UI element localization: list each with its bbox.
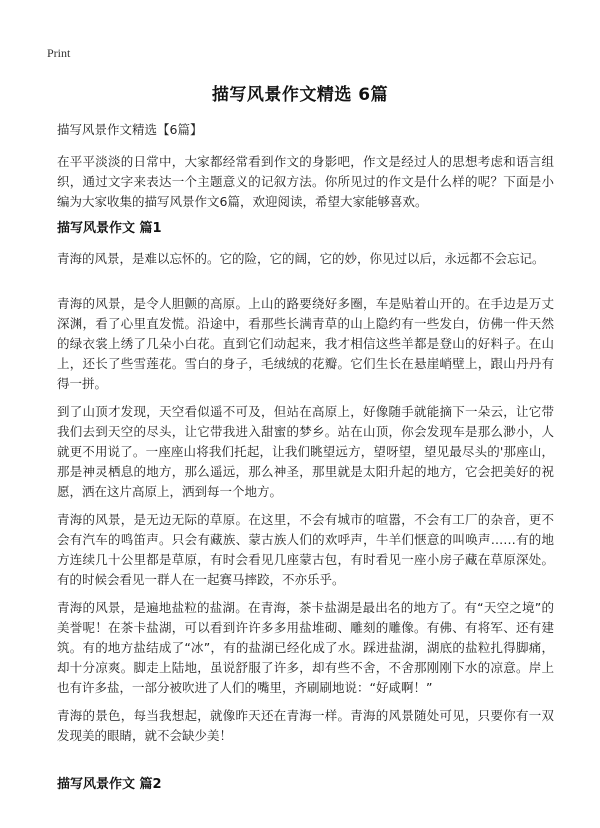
section1-paragraph-6: 青海的景色，每当我想起，就像昨天还在青海一样。青海的风景随处可见，只要你有一双发现美的眼睛，就不会缺少美！: [57, 708, 554, 743]
intro-paragraph: 在平平淡淡的日常中，大家都经常看到作文的身影吧，作文是经过人的思想考虑和语言组织，通过文字来表达一个主题意义的记叙方法。你所见过的作文是什么样的呢？下面是小编为大家收集的描写风景作文6篇，欢迎阅读，希望大家能够喜欢。: [57, 154, 554, 209]
page-title: 描写风景作文精选 6篇: [211, 85, 389, 105]
intro-line: 描写风景作文精选【6篇】: [57, 122, 203, 137]
section1-paragraph-1: 青海的风景，是难以忘怀的。它的险，它的阔，它的妙，你见过以后，永远都不会忘记。: [57, 251, 545, 266]
print-link[interactable]: Print: [47, 46, 71, 60]
section-heading-2: 描写风景作文 篇2: [57, 777, 162, 792]
section1-paragraph-2: 青海的风景，是令人胆颤的高原。上山的路要绕好多圈，车是贴着山开的。在手边是万丈深渊，看了心里直发慌。沿途中，看那些长满青草的山上隐约有一些发白，仿佛一件天然的绿衣裳上绣了几朵小白花。直到它们动起来，我才相信这些羊都是登山的好料子。在山上，还长了些雪莲花。雪白的身子，毛绒绒的花瓣。它们生长在悬崖峭壁上，跟山丹丹有得一拼。: [57, 296, 554, 391]
section1-paragraph-4: 青海的风景，是无边无际的草原。在这里，不会有城市的喧嚣，不会有工厂的杂音，更不会有汽车的鸣笛声。只会有藏族、蒙古族人们的欢呼声，牛羊们惬意的叫唤声……有的地方连续几十公里都是草原，有时会看见几座蒙古包，有时看见一座小房子藏在草原深处。有的时候会看见一群人在一起赛马摔跤，不亦乐乎。: [57, 512, 554, 587]
section1-paragraph-5: 青海的风景，是遍地盐粒的盐湖。在青海，茶卡盐湖是最出名的地方了。有“天空之境”的美誉呢！在茶卡盐湖，可以看到许许多多用盐堆砌、雕刻的雕像。有佛、有将军、还有建筑。有的地方盐结成了“冰”，有的盐湖已经化成了水。踩进盐湖，湖底的盐粒扎得脚痛，却十分凉爽。脚走上陆地，虽说舒服了许多，却有些不舍，不舍那刚刚下水的凉意。岸上也有许多盐，一部分被吹进了人们的嘴里，齐刷刷地说：“好咸啊！”: [57, 600, 554, 695]
section1-paragraph-3: 到了山顶才发现，天空看似遥不可及，但站在高原上，好像随手就能摘下一朵云，让它带我们去到天空的尽头，让它带我进入甜蜜的梦乡。站在山顶，你会发现车是那么渺小，人就更不用说了。一座座山将我们托起，让我们眺望远方，望呀望，望见最尽头的'那座山，那是神灵栖息的地方，那么遥远，那么神圣，那里就是太阳升起的地方，它会把美好的祝愿，洒在这片高原上，洒到每一个地方。: [57, 404, 554, 499]
section-heading-1: 描写风景作文 篇1: [57, 221, 162, 236]
